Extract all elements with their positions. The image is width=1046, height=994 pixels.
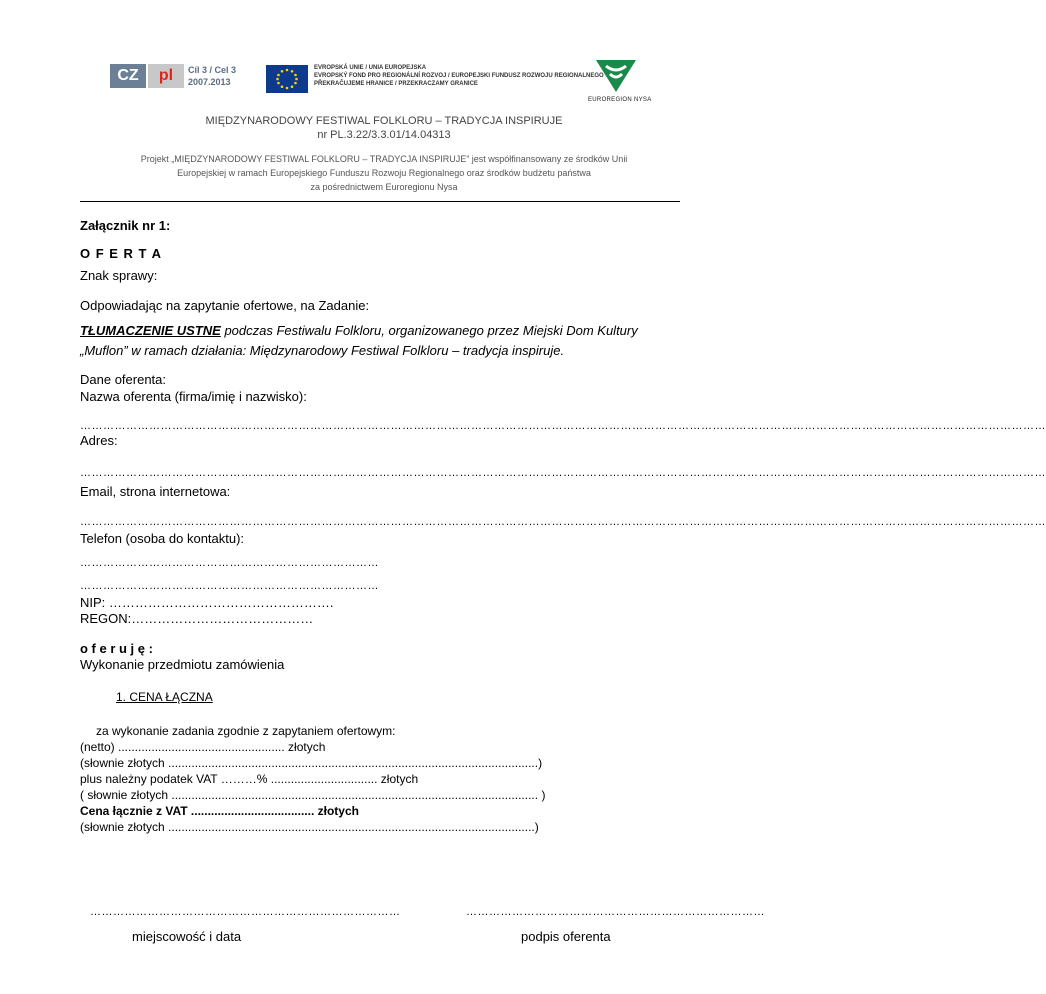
euroregion-label: EUROREGION NYSA: [588, 97, 652, 103]
bidder-name-field[interactable]: ………………………………………………………………………………………………………………………………………………………………………………………………………………………………: [80, 420, 1046, 432]
project-number: nr PL.3.22/3.3.01/14.04313: [317, 129, 451, 141]
vat-words-field[interactable]: ( słownie złotych .............................................................................................................. ): [80, 788, 546, 802]
attachment-label: Załącznik nr 1:: [80, 218, 171, 233]
eu-line1: EVROPSKÁ UNIE / UNIA EUROPEJSKA: [314, 65, 427, 71]
bidder-data-label: Dane oferenta:: [80, 372, 167, 387]
pl-logo: pl: [148, 64, 184, 88]
email-label: Email, strona internetowa:: [80, 484, 231, 499]
note-line1: Projekt „MIĘDZYNARODOWY FESTIWAL FOLKLORU – TRADYCJA INSPIRUJE” jest współfinansowany ze środków Unii: [140, 154, 628, 164]
task-description: [80, 323, 680, 339]
cil-line1: Cíl 3 / Cel 3: [188, 65, 237, 75]
place-date-field[interactable]: ………………………………………………………………………: [90, 906, 401, 918]
header-divider: [80, 201, 680, 202]
inquiry-intro: Odpowiadając na zapytanie ofertowe, na Zadanie:: [80, 298, 370, 313]
signature-label: podpis oferenta: [521, 929, 611, 944]
gross-price-words-field[interactable]: (słownie złotych ..............................................................................................................): [80, 820, 539, 834]
task-description-line2: „Muflon” w ramach działania: Międzynarodowy Festiwal Folkloru – tradycja inspiruje.: [80, 343, 565, 358]
task-title: TŁUMACZENIE USTNE: [80, 323, 221, 338]
regon-field[interactable]: REGON:……………………………………: [80, 611, 314, 626]
eu-flag-icon: [266, 65, 308, 93]
eu-line2: EVROPSKÝ FOND PRO REGIONÁLNÍ ROZVOJ / EUROPEJSKI FUNDUSZ ROZWOJU REGIONALNEGO: [314, 73, 604, 79]
offer-verb: o f e r u j ę :: [80, 641, 153, 656]
task-rest: podczas Festiwalu Folkloru, organizowanego przez Miejski Dom Kultury: [220, 323, 638, 338]
bidder-name-label: Nazwa oferenta (firma/imię i nazwisko):: [80, 389, 307, 404]
note-line2: Europejskiej w ramach Europejskiego Funduszu Rozwoju Regionalnego oraz środków budżetu państwa: [177, 168, 591, 178]
address-label: Adres:: [80, 433, 118, 448]
phone-label: Telefon (osoba do kontaktu):: [80, 531, 245, 546]
email-field[interactable]: ………………………………………………………………………………………………………………………………………………………………………………………………………………………………: [80, 516, 1046, 528]
place-date-label: miejscowość i data: [132, 929, 242, 944]
eu-line3: PŘEKRAČUJEME HRANICE / PRZEKRACZAMY GRANICE: [314, 81, 478, 87]
net-price-words-field[interactable]: (słownie złotych ...............................................................................................................): [80, 756, 543, 770]
eu-program-text: [314, 64, 604, 88]
phone-field-line2[interactable]: ……………………………………………………………………: [80, 580, 379, 592]
euroregion-nysa-logo-icon: [596, 58, 636, 94]
net-price-field[interactable]: (netto) .................................................. złotych: [80, 740, 326, 754]
nip-field[interactable]: NIP: …………………………………………….: [80, 595, 334, 610]
gross-price-field[interactable]: Cena łącznie z VAT ..................................... złotych: [80, 804, 359, 818]
phone-field-line1[interactable]: ……………………………………………………………………: [80, 557, 379, 569]
offer-heading: O F E R T A: [80, 246, 163, 261]
cil-line2: 2007.2013: [188, 77, 231, 87]
cz-logo: CZ: [110, 64, 146, 88]
signature-field[interactable]: ……………………………………………………………………: [466, 906, 765, 918]
total-price-heading: 1. CENA ŁĄCZNA: [116, 690, 213, 704]
price-intro: za wykonanie zadania zgodnie z zapytaniem ofertowym:: [96, 724, 396, 738]
address-field[interactable]: ………………………………………………………………………………………………………………………………………………………………………………………………………………………………: [80, 467, 1046, 479]
order-execution-label: Wykonanie przedmiotu zamówienia: [80, 657, 285, 672]
case-number-label: Znak sprawy:: [80, 268, 158, 283]
note-line3: za pośrednictwem Euroregionu Nysa: [310, 182, 458, 192]
cil-logo-text: [188, 64, 236, 88]
vat-field[interactable]: plus należny podatek VAT ………% ................................ złotych: [80, 772, 419, 786]
project-title: MIĘDZYNARODOWY FESTIWAL FOLKLORU – TRADYCJA INSPIRUJE: [205, 115, 563, 127]
cofinancing-note: [0, 152, 768, 194]
